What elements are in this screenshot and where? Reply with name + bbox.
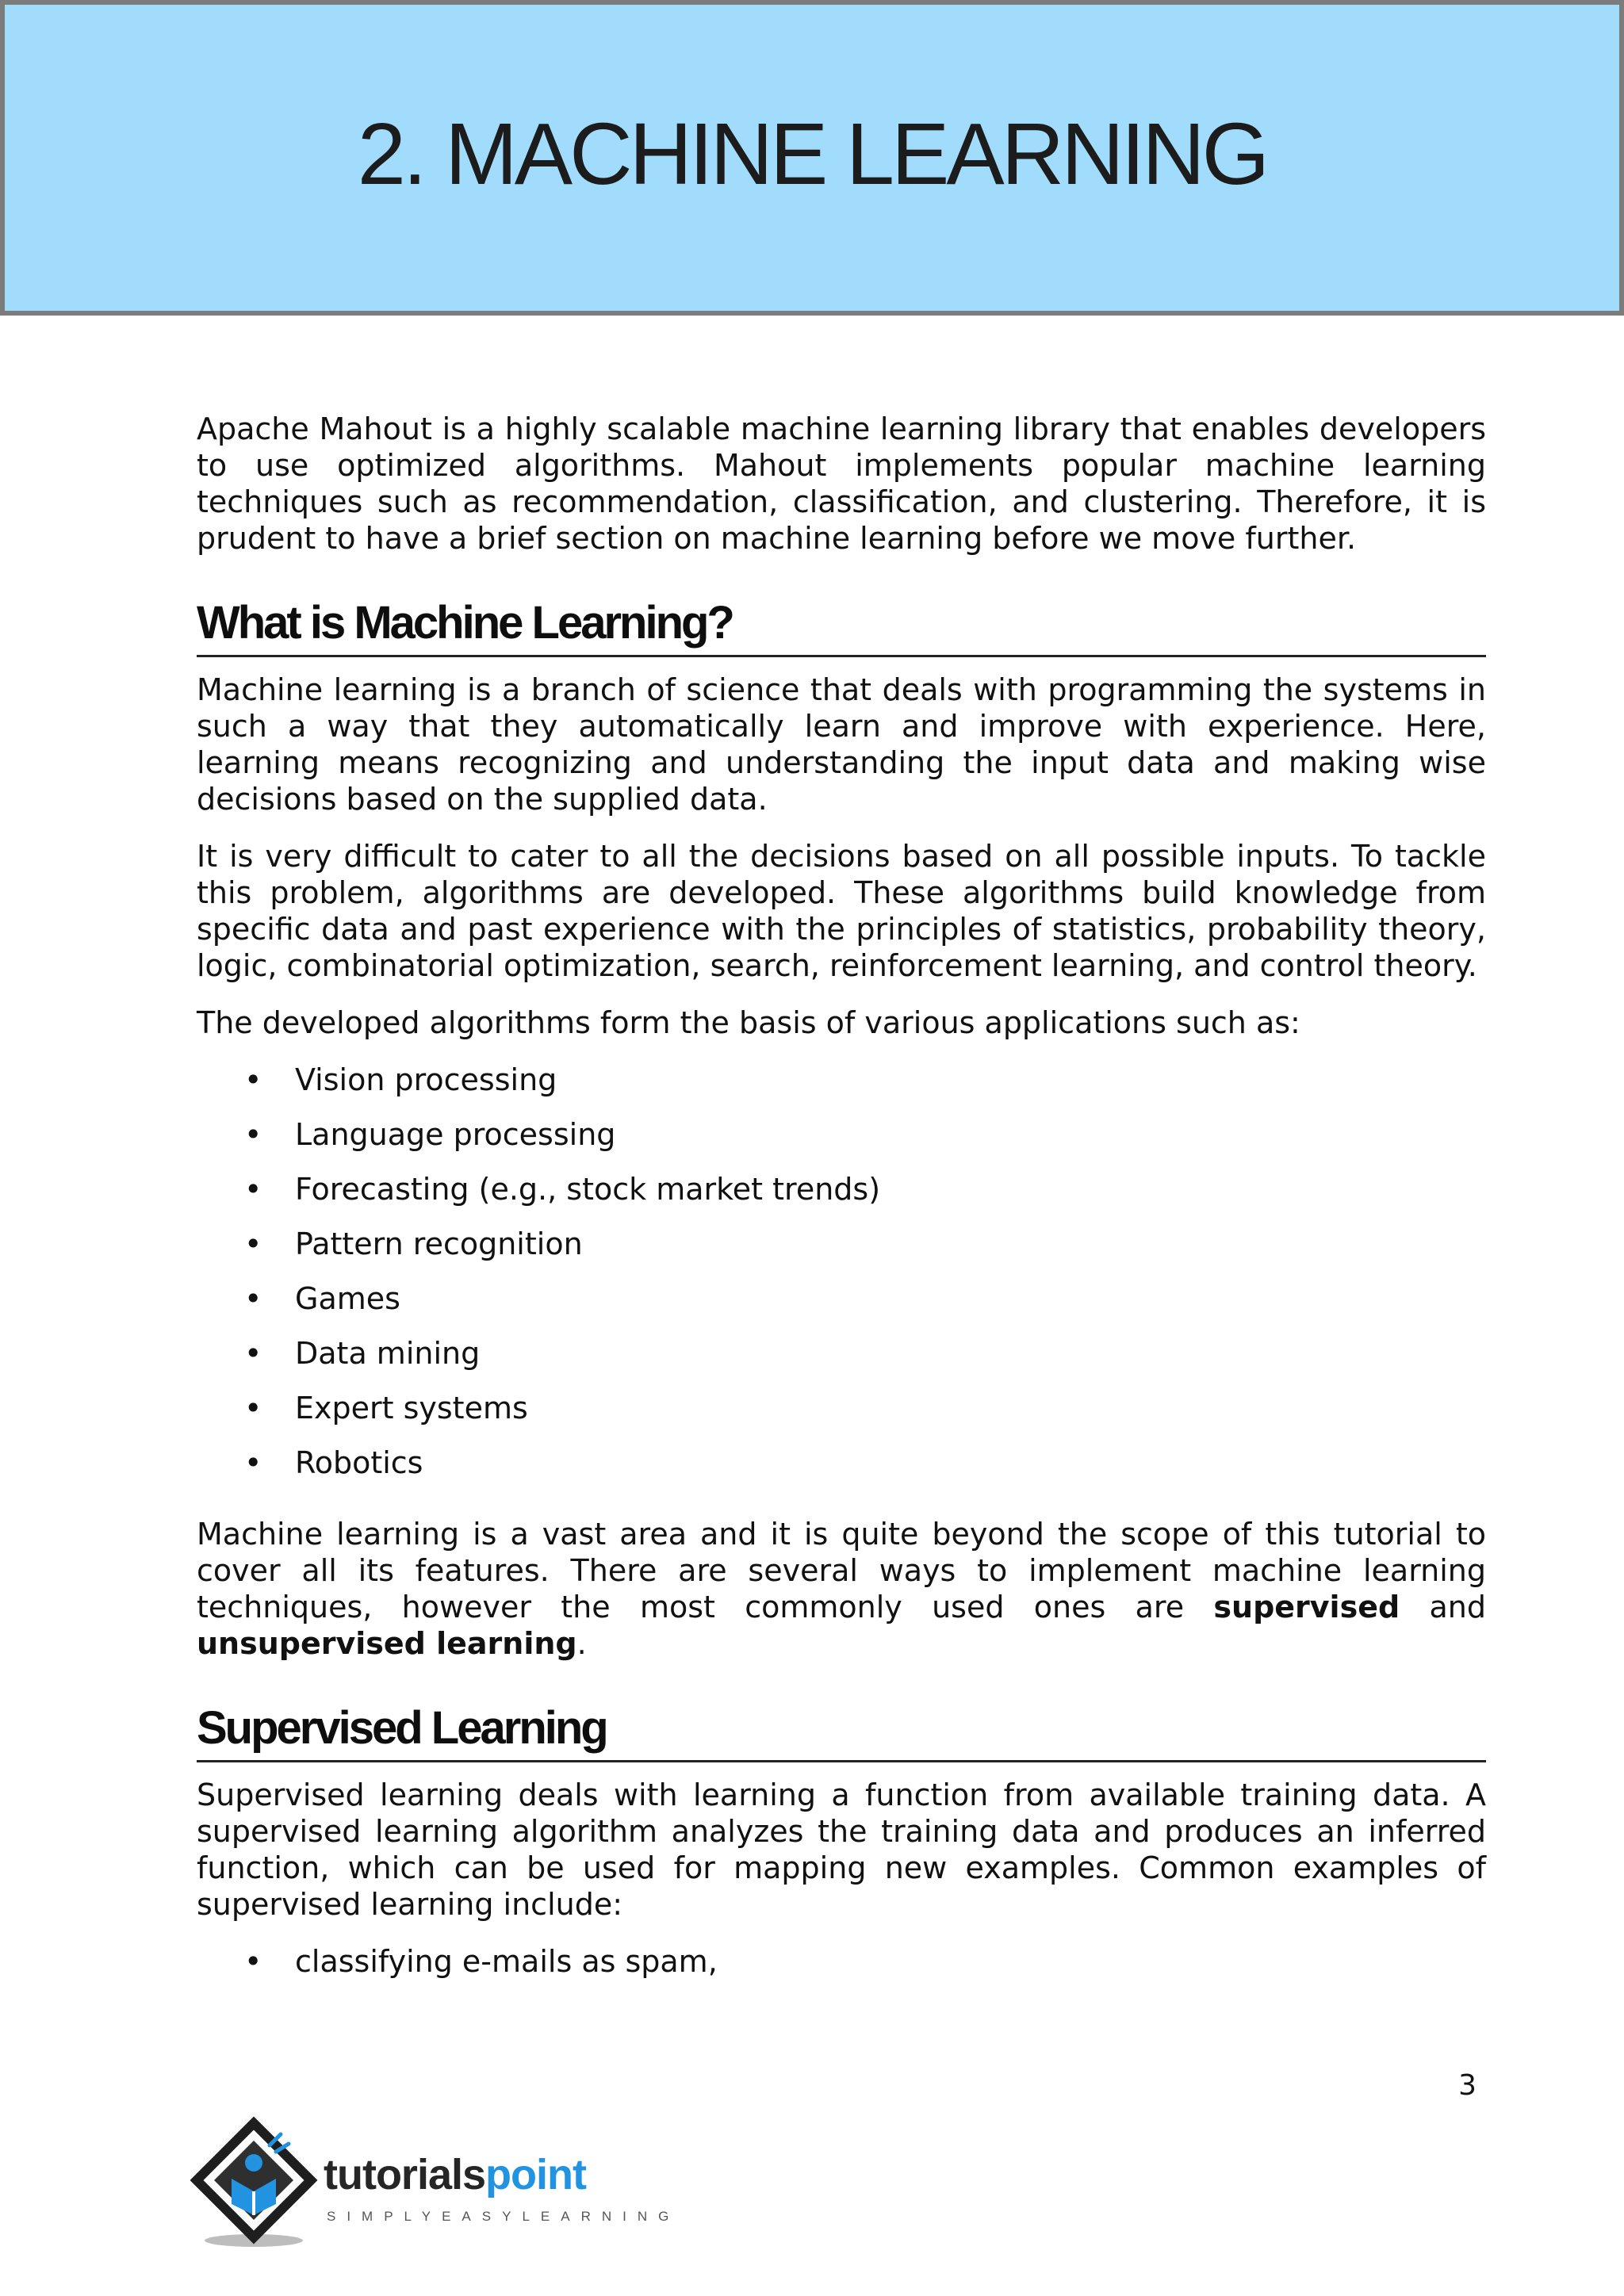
intro-paragraph: Apache Mahout is a highly scalable machine learning library that enables developers to use optimized algorithms. Mahout implements popular machine learning techniques such as recommendation, classification, and clustering. Therefore, it is prudent to have a brief section on machine learning before we move further. [197, 411, 1486, 556]
page-number: 3 [1458, 2069, 1477, 2102]
chapter-title: 2. MACHINE LEARNING [357, 105, 1267, 203]
list-item: • Games [197, 1280, 1486, 1317]
ml-algorithms-paragraph: It is very difficult to cater to all the decisions based on all possible inputs. To tackle this problem, algorithms are developed. These algorithms build knowledge from specific data and past experience with the principles of statistics, probability theory, logic, combinatorial optimization, search, reinforcement learning, and control theory. [197, 839, 1486, 983]
term-unsupervised-learning: unsupervised learning [197, 1626, 577, 1661]
logo-wordmark [324, 2150, 586, 2199]
page-content [197, 411, 1486, 2000]
tutorialspoint-logo [190, 2117, 680, 2260]
logo-word-tutorials: tutorials [324, 2151, 486, 2198]
applications-list [197, 1062, 1486, 1481]
list-item: • Robotics [197, 1445, 1486, 1481]
chapter-banner [0, 0, 1624, 316]
logo-emblem-icon [190, 2117, 325, 2252]
supervised-paragraph: Supervised learning deals with learning a function from available training data. A supervised learning algorithm analyzes the training data and produces an inferred function, which can be used for mapping new examples. Common examples of supervised learning include: [197, 1777, 1486, 1922]
logo-tagline: SIMPLYEASYLEARNING [327, 2209, 680, 2224]
ml-scope-paragraph [197, 1516, 1486, 1662]
list-item: • Forecasting (e.g., stock market trends) [197, 1171, 1486, 1207]
list-item: • Expert systems [197, 1390, 1486, 1426]
heading-what-is-machine-learning: What is Machine Learning? [197, 596, 1486, 657]
ml-scope-period: . [576, 1626, 587, 1661]
list-item: • Language processing [197, 1116, 1486, 1153]
term-supervised: supervised [1213, 1590, 1400, 1624]
list-item: • classifying e-mails as spam, [197, 1943, 1486, 1980]
supervised-examples-list [197, 1943, 1486, 1980]
heading-supervised-learning: Supervised Learning [197, 1701, 1486, 1762]
list-item: • Data mining [197, 1335, 1486, 1372]
list-item: • Pattern recognition [197, 1226, 1486, 1262]
ml-applications-intro: The developed algorithms form the basis of various applications such as: [197, 1005, 1300, 1040]
ml-scope-conjunction: and [1400, 1590, 1486, 1624]
list-item: • Vision processing [197, 1062, 1486, 1098]
ml-definition-paragraph: Machine learning is a branch of science that deals with programming the systems in such a way that they automatically learn and improve with experience. Here, learning means recognizing and understanding the input data and making wise decisions based on the supplied data. [197, 672, 1486, 817]
ml-scope-text: Machine learning is a vast area and it is quite beyond the scope of this tutorial to cover all its features. There are several ways to implement machine learning techniques, however the most commonly used ones are [197, 1517, 1486, 1624]
logo-word-point: point [485, 2151, 586, 2198]
